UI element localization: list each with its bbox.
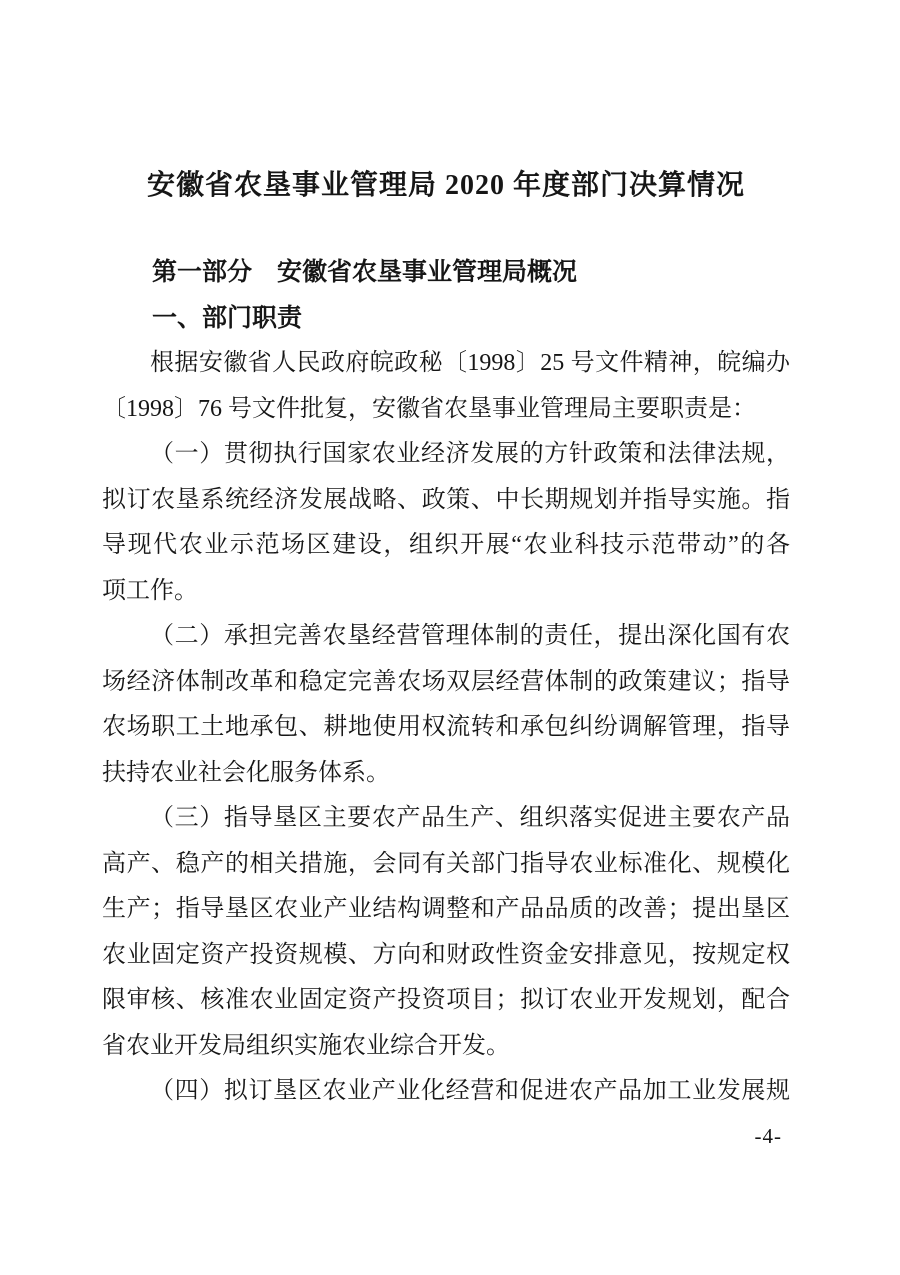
body-line: （三）指导垦区主要农产品生产、组织落实促进主要农产品 (150, 805, 790, 831)
body-line: 限审核、核准农业固定资产投资项目；拟订农业开发规划，配合 (102, 987, 790, 1013)
body-line: 拟订农垦系统经济发展战略、政策、中长期规划并指导实施。指 (102, 486, 790, 513)
page-number: -4- (754, 1123, 782, 1148)
title-gap (102, 209, 790, 249)
body-line: 项工作。 (102, 577, 198, 604)
body-line: 导现代农业示范场区建设，组织开展“农业科技示范带动”的各 (102, 532, 790, 558)
body-line: 省农业开发局组织实施农业综合开发。 (102, 1032, 510, 1059)
body-line: 〔1998〕76 号文件批复，安徽省农垦事业管理局主要职责是： (102, 395, 756, 422)
body-line: 农业固定资产投资规模、方向和财政性资金安排意见，按规定权 (102, 941, 790, 968)
body-line: （四）拟订垦区农业产业化经营和促进农产品加工业发展规 (150, 1078, 790, 1104)
section-heading: 一、部门职责 (152, 304, 303, 332)
document-title: 安徽省农垦事业管理局 2020 年度部门决算情况 (146, 170, 745, 201)
body-text (102, 341, 790, 1115)
document-content (102, 0, 790, 1153)
body-line: 根据安徽省人民政府皖政秘〔1998〕25 号文件精神，皖编办 (150, 350, 790, 376)
part-heading: 第一部分 安徽省农垦事业管理局概况 (152, 258, 578, 286)
body-line: （二）承担完善农垦经营管理体制的责任，提出深化国有农 (150, 623, 790, 649)
body-line: 高产、稳产的相关措施，会同有关部门指导农业标准化、规模化 (102, 850, 790, 877)
body-line: 农场职工土地承包、耕地使用权流转和承包纠纷调解管理，指导 (102, 714, 790, 740)
body-line: （一）贯彻执行国家农业经济发展的方针政策和法律法规， (150, 441, 790, 467)
body-line: 场经济体制改革和稳定完善农场双层经营体制的政策建议；指导 (102, 668, 790, 695)
body-line: 生产；指导垦区农业产业结构调整和产品品质的改善；提出垦区 (102, 896, 790, 922)
body-line: 扶持农业社会化服务体系。 (102, 759, 390, 786)
